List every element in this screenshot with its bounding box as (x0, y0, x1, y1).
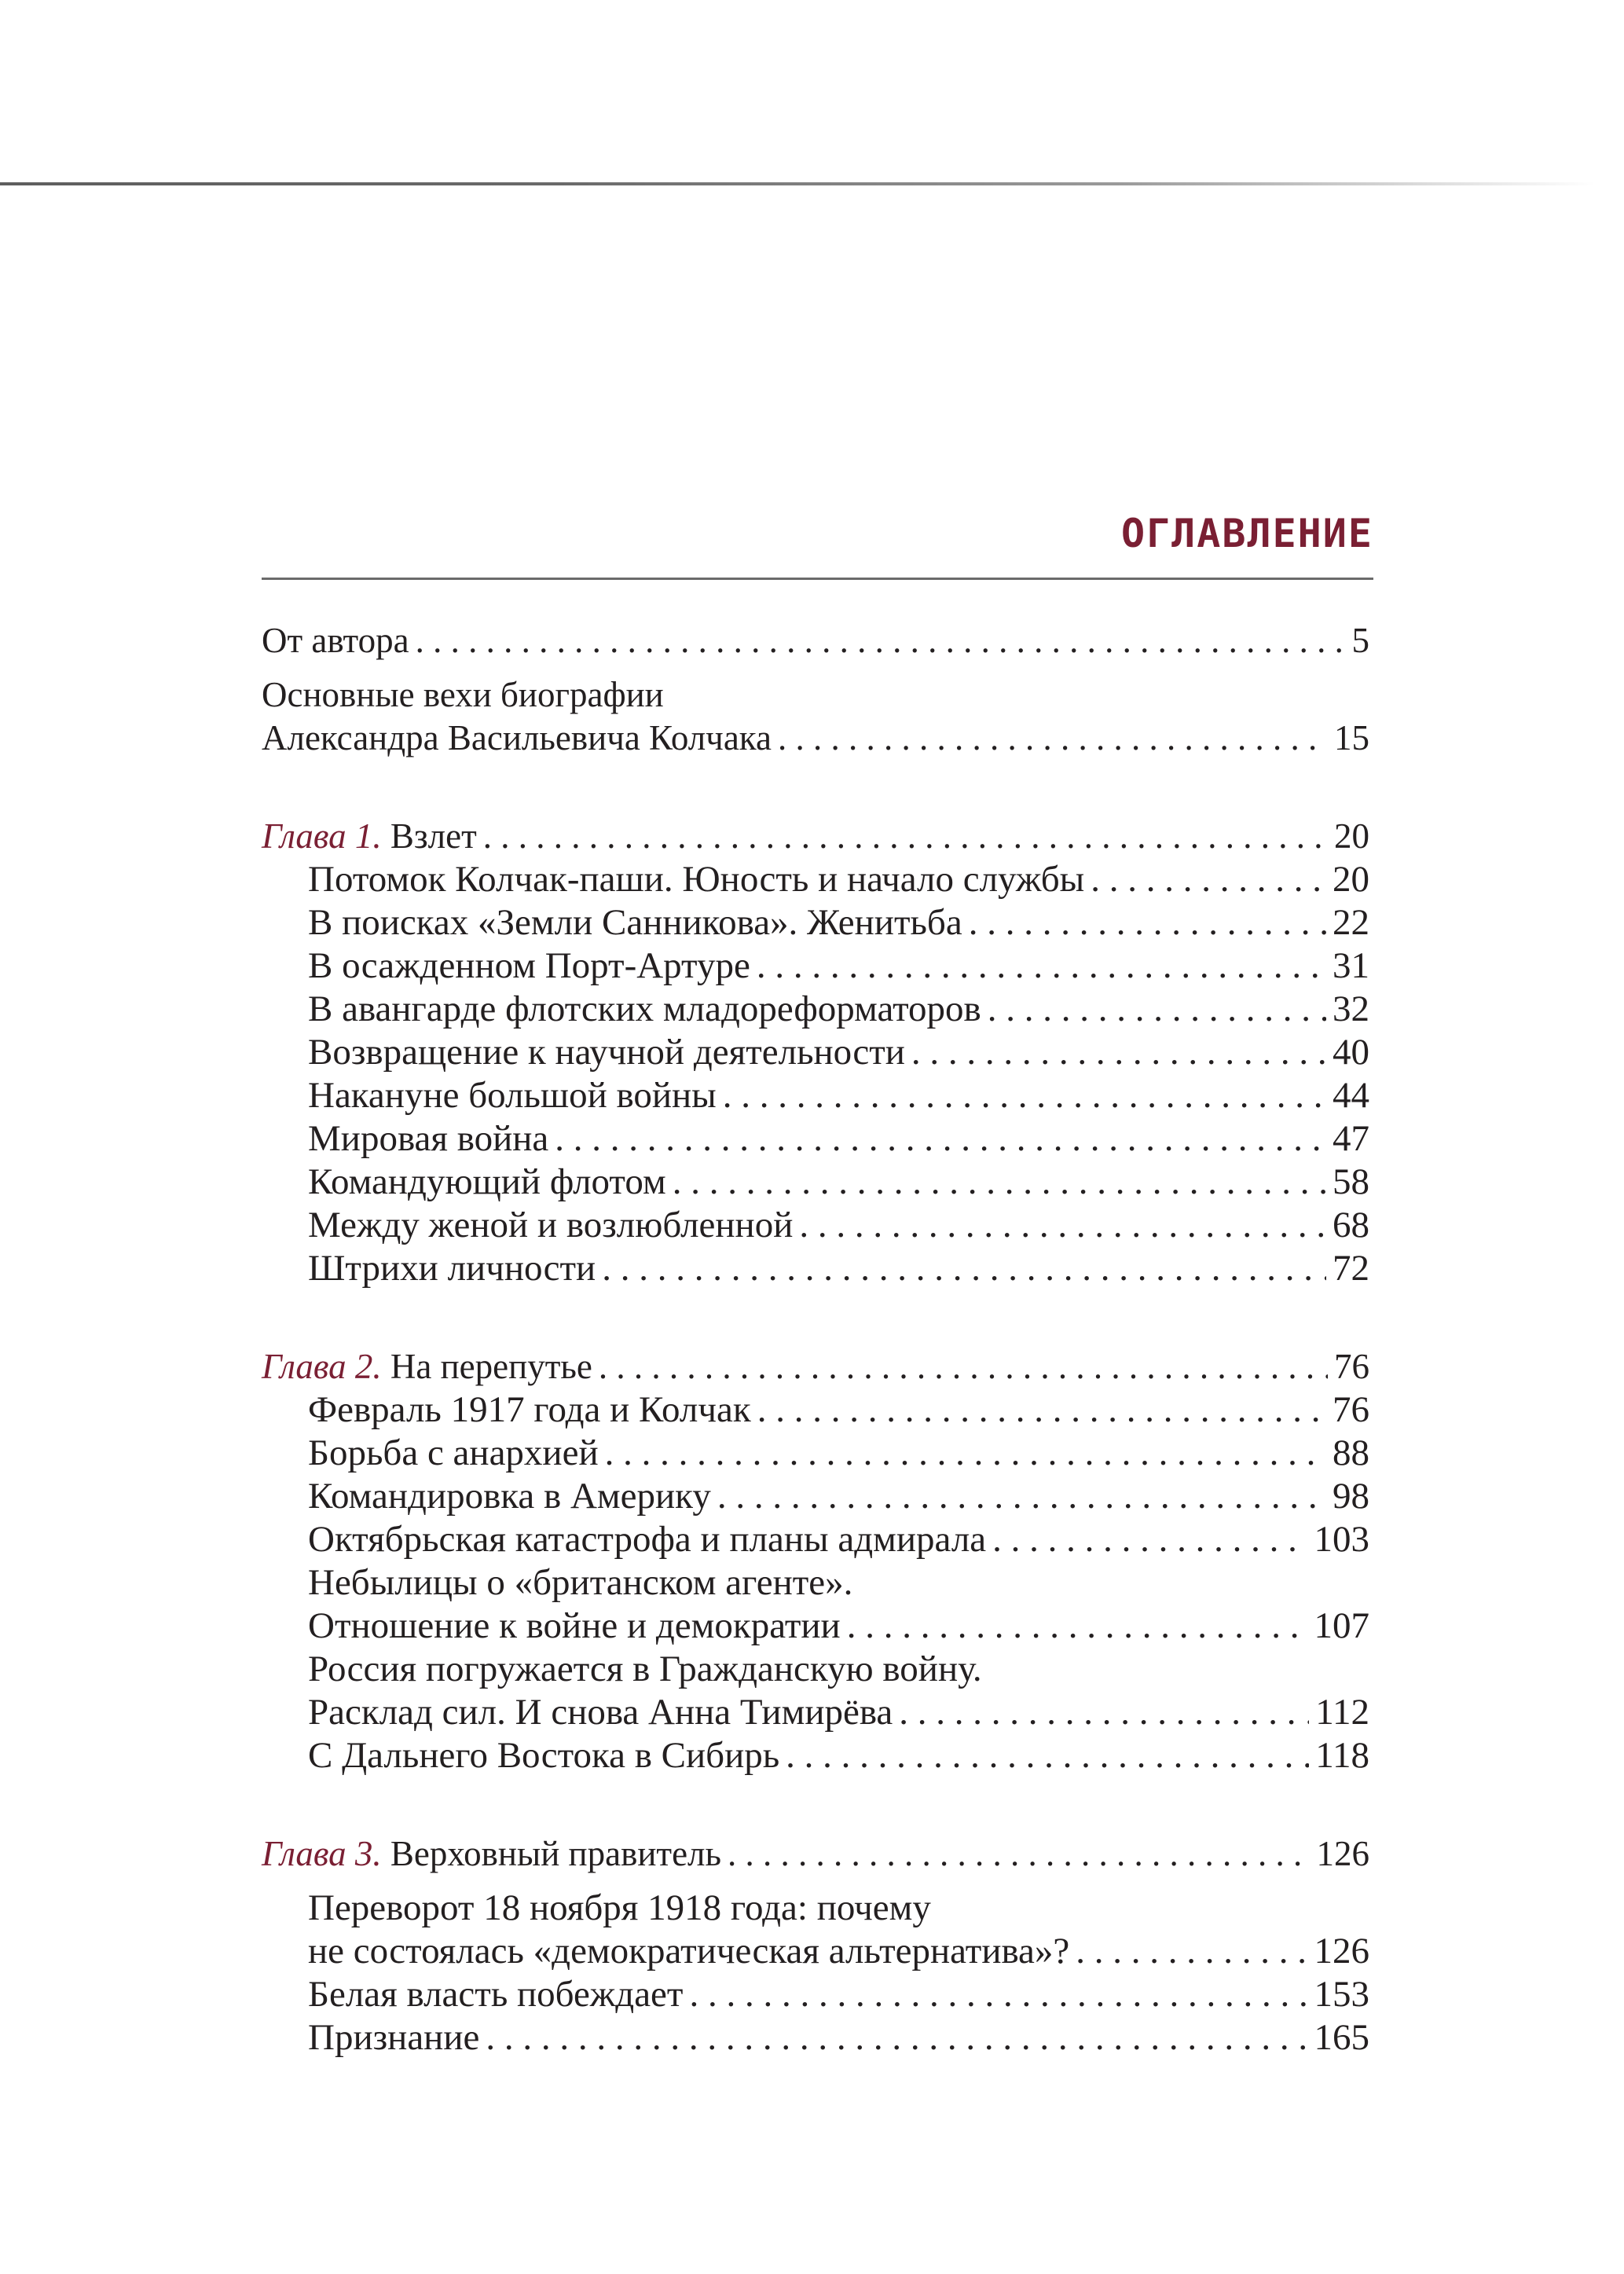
toc-chapter-3[interactable] (262, 1832, 1369, 1876)
toc-entry-milestones-line1[interactable] (262, 673, 1369, 717)
toc-section[interactable] (262, 1074, 1369, 1117)
toc-entry-title: Александра Васильевича Колчака (262, 718, 772, 757)
dot-leader (673, 1161, 1326, 1204)
toc-section-title: В поисках «Земли Санникова». Женитьба (308, 902, 962, 943)
toc-section-title: Небылицы о «британском агенте». (308, 1562, 853, 1603)
toc-section-title: Февраль 1917 года и Колчак (308, 1389, 751, 1430)
toc-section-line2[interactable] (262, 1605, 1369, 1648)
toc-entry-page: 76 (1334, 1347, 1369, 1386)
heading-rule (262, 578, 1373, 580)
toc-section-title: Командировка в Америку (308, 1476, 711, 1517)
toc-section-line2[interactable] (262, 1930, 1369, 1973)
toc-section-line1[interactable] (262, 1561, 1369, 1605)
toc-section[interactable] (262, 1388, 1369, 1432)
toc-entry-from-author[interactable] (262, 619, 1369, 662)
toc-section-title: Накануне большой войны (308, 1075, 717, 1116)
toc-section-title: Расклад сил. И снова Анна Тимирёва (308, 1692, 893, 1733)
toc-section-page: 153 (1314, 1974, 1369, 2015)
toc-section-title: Отношение к войне и демократии (308, 1605, 841, 1646)
dot-leader (602, 1247, 1326, 1290)
dot-leader (416, 619, 1346, 662)
dot-leader (728, 1832, 1310, 1876)
dot-leader (757, 944, 1326, 988)
toc-section[interactable] (262, 858, 1369, 901)
dot-leader (486, 2016, 1307, 2059)
toc-section[interactable] (262, 1031, 1369, 1074)
toc-section-page: 76 (1333, 1389, 1369, 1430)
toc-section-title: Штрихи личности (308, 1248, 596, 1289)
page-title: ОГЛАВЛЕНИЕ (1120, 511, 1373, 556)
chapter-label: Глава 2. (262, 1347, 382, 1386)
toc-section-page: 40 (1333, 1032, 1369, 1073)
toc-entry-page: 20 (1334, 816, 1369, 856)
toc-section-line1[interactable] (262, 1648, 1369, 1691)
dot-leader (988, 988, 1326, 1031)
dot-leader (605, 1432, 1326, 1475)
toc-chapter-title (262, 1345, 592, 1388)
toc-section-title: Октябрьская катастрофа и планы адмирала (308, 1519, 987, 1560)
toc-section-title: В осажденном Порт-Артуре (308, 945, 750, 986)
dot-leader (757, 1388, 1326, 1432)
toc-section[interactable] (262, 1117, 1369, 1161)
toc-section-page: 68 (1333, 1205, 1369, 1245)
toc-section-page: 88 (1333, 1432, 1369, 1473)
toc-chapter-2[interactable] (262, 1345, 1369, 1388)
toc-section[interactable] (262, 1432, 1369, 1475)
toc-section-title: Переворот 18 ноября 1918 года: почему (308, 1887, 931, 1928)
dot-leader (717, 1475, 1326, 1518)
toc-chapter-title (262, 815, 477, 858)
toc-section-page: 118 (1315, 1735, 1369, 1776)
dot-leader (778, 717, 1328, 760)
toc-section-line1[interactable] (262, 1887, 1369, 1930)
toc-section-page: 126 (1314, 1931, 1369, 1971)
toc-section-title: В авангарде флотских младореформаторов (308, 988, 981, 1029)
toc-entry-title: От автора (262, 621, 409, 660)
toc-section-title: Белая власть побеждает (308, 1974, 684, 2015)
toc-section-page: 20 (1333, 859, 1369, 900)
dot-leader (1076, 1930, 1307, 1973)
dot-leader (723, 1074, 1326, 1117)
dot-leader (799, 1204, 1326, 1247)
table-of-contents (262, 619, 1369, 2059)
dot-leader (599, 1345, 1328, 1388)
toc-section-page: 47 (1333, 1118, 1369, 1159)
toc-entry-milestones-line2[interactable] (262, 717, 1369, 760)
chapter-name: Верховный правитель (390, 1834, 722, 1873)
toc-section-page: 31 (1333, 945, 1369, 986)
toc-section-page: 72 (1333, 1248, 1369, 1289)
chapter-label: Глава 1. (262, 816, 382, 856)
toc-section[interactable] (262, 1973, 1369, 2016)
dot-leader (899, 1691, 1309, 1734)
toc-section-line2[interactable] (262, 1691, 1369, 1734)
toc-section-title: Возвращение к научной деятельности (308, 1032, 905, 1073)
toc-entry-page: 5 (1351, 621, 1369, 660)
toc-section-page: 98 (1333, 1476, 1369, 1517)
toc-section[interactable] (262, 1518, 1369, 1561)
chapter-name: На перепутье (390, 1347, 592, 1386)
toc-section-page: 22 (1333, 902, 1369, 943)
chapter-name: Взлет (390, 816, 477, 856)
toc-section-title: С Дальнего Востока в Сибирь (308, 1735, 780, 1776)
dot-leader (786, 1734, 1309, 1777)
toc-section-page: 165 (1314, 2017, 1369, 2058)
toc-section-title: Потомок Колчак-паши. Юность и начало службы (308, 859, 1085, 900)
toc-entry-page: 15 (1334, 718, 1369, 757)
toc-section[interactable] (262, 988, 1369, 1031)
toc-chapter-1[interactable] (262, 815, 1369, 858)
toc-section-page: 58 (1333, 1161, 1369, 1202)
dot-leader (847, 1605, 1308, 1648)
dot-leader (1091, 858, 1326, 901)
toc-section[interactable] (262, 901, 1369, 944)
toc-section-title: Между женой и возлюбленной (308, 1205, 794, 1245)
top-rule (0, 182, 1595, 185)
toc-section[interactable] (262, 2016, 1369, 2059)
chapter-label: Глава 3. (262, 1834, 382, 1873)
dot-leader (969, 901, 1326, 944)
toc-section-page: 107 (1314, 1605, 1369, 1646)
toc-section-title: Мировая война (308, 1118, 549, 1159)
toc-chapter-title (262, 1832, 721, 1876)
toc-section-title: Признание (308, 2017, 480, 2058)
toc-section-title: Командующий флотом (308, 1161, 666, 1202)
toc-section-page: 103 (1314, 1519, 1369, 1560)
toc-entry-page: 126 (1316, 1834, 1369, 1873)
toc-section[interactable] (262, 1734, 1369, 1777)
dot-leader (555, 1117, 1326, 1161)
toc-section[interactable] (262, 944, 1369, 988)
dot-leader (483, 815, 1328, 858)
dot-leader (911, 1031, 1326, 1074)
toc-section[interactable] (262, 1247, 1369, 1290)
toc-section[interactable] (262, 1161, 1369, 1204)
dot-leader (689, 1973, 1307, 2016)
toc-section-page: 44 (1333, 1075, 1369, 1116)
toc-section-page: 112 (1315, 1692, 1369, 1733)
toc-entry-title: Основные вехи биографии (262, 675, 664, 714)
toc-section[interactable] (262, 1204, 1369, 1247)
toc-section-title: не состоялась «демократическая альтернатива»? (308, 1931, 1070, 1971)
toc-section-title: Борьба с анархией (308, 1432, 599, 1473)
toc-section[interactable] (262, 1475, 1369, 1518)
toc-section-page: 32 (1333, 988, 1369, 1029)
toc-section-title: Россия погружается в Гражданскую войну. (308, 1649, 982, 1689)
dot-leader (992, 1518, 1307, 1561)
